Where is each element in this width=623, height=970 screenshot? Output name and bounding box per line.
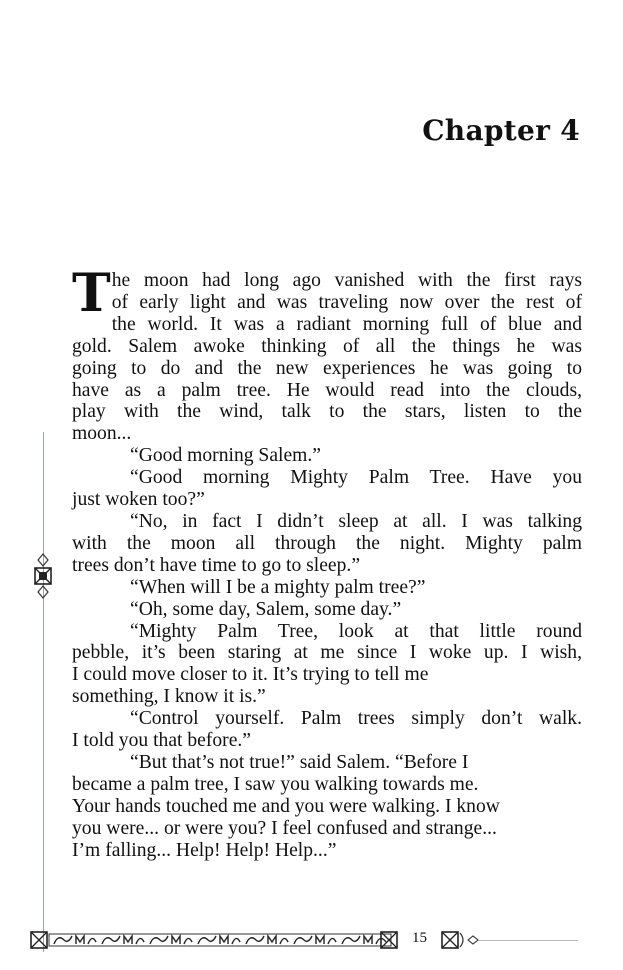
dialogue-line: “No, in fact I didn’t sleep at all. I was talking	[130, 510, 582, 532]
dialogue-line: “When will I be a mighty palm tree?”	[130, 576, 426, 598]
text-line: I’m falling... Help! Help! Help...”	[72, 839, 337, 861]
dialogue-line: “Oh, some day, Salem, some day.”	[130, 598, 402, 620]
text-line: pebble, it’s been staring at me since I woke up. I wish,	[72, 642, 582, 664]
text-line: have as a palm tree. He would read into the clouds,	[72, 379, 582, 401]
text-line: something, I know it is.”	[72, 686, 266, 708]
text-line: going to do and the new experiences he was going to	[72, 357, 582, 379]
text-line: you were... or were you? I feel confused and strange...	[72, 817, 497, 839]
text-line: just woken too?”	[72, 489, 205, 511]
page-number: 15	[412, 930, 427, 946]
dialogue-line: “Good morning Mighty Palm Tree. Have you	[130, 467, 582, 489]
dialogue-line: “Mighty Palm Tree, look at that little round	[130, 620, 582, 642]
text-line-rest: he moon had long ago vanished with the first rays	[111, 270, 582, 291]
text-line: I told you that before.”	[72, 730, 252, 752]
chapter-text	[72, 263, 582, 861]
text-line: Your hands touched me and you were walking. I know	[72, 795, 500, 817]
text-line: with the moon all through the night. Mighty palm	[72, 532, 582, 554]
text-line: I could move closer to it. It’s trying to tell me	[72, 664, 429, 686]
dialogue-line: “Good morning Salem.”	[130, 445, 322, 467]
footer-end-ornament-icon	[440, 930, 480, 950]
dialogue-line: “Control yourself. Palm trees simply don’t walk.	[130, 708, 582, 730]
text-line: moon...	[72, 423, 132, 445]
text-line: became a palm tree, I saw you walking towards me.	[72, 773, 479, 795]
text-line: gold. Salem awoke thinking of all the things he was	[72, 335, 582, 357]
footer-rule	[478, 940, 578, 941]
margin-rule	[43, 432, 44, 952]
text-line: the world. It was a radiant morning full of blue and	[111, 313, 582, 335]
footer-ornament-band-icon	[30, 930, 398, 950]
dialogue-line: “But that’s not true!” said Salem. “Before I	[130, 751, 469, 773]
text-line: of early light and was traveling now over the rest of	[111, 291, 582, 313]
chapter-title: Chapter 4	[422, 114, 580, 147]
text-line: play with the wind, talk to the stars, listen to the	[72, 401, 582, 423]
side-ornament-icon	[32, 552, 54, 602]
drop-cap: T	[72, 263, 111, 324]
text-line: trees don’t have time to go to sleep.”	[72, 554, 361, 576]
